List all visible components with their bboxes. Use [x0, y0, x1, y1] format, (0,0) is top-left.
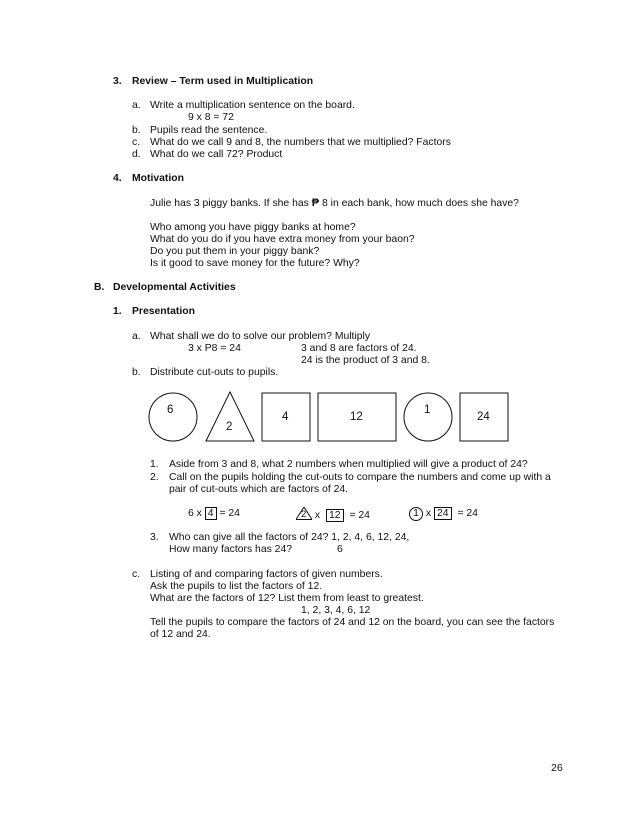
factor-note: 3 and 8 are factors of 24.	[301, 343, 417, 354]
cutout-circle-1-number: 6	[167, 404, 174, 416]
list-letter: a.	[132, 331, 141, 342]
section-3-title: Review – Term used in Multiplication	[132, 76, 314, 87]
section-4-title: Motivation	[132, 173, 184, 184]
list-number: 3.	[150, 532, 159, 543]
list-item-continued: How many factors has 24?	[169, 544, 293, 555]
factor-count: 6	[337, 544, 343, 555]
cutout-circle-1	[149, 393, 197, 441]
factors-of-12: 1, 2, 3, 4, 6, 12	[301, 605, 371, 616]
list-number: 1.	[150, 459, 159, 470]
list-number: 2.	[150, 472, 159, 483]
list-item: Write a multiplication sentence on the board.	[150, 100, 355, 111]
list-item-continued: Tell the pupils to compare the factors of 24 and 12 on the board, you can see the factors	[150, 617, 555, 628]
list-item-continued: Ask the pupils to list the factors of 12.	[150, 581, 323, 592]
motivation-question: Is it good to save money for the future? Why?	[150, 258, 360, 269]
motivation-text-after: 8 in each bank, how much does she have?	[321, 198, 519, 209]
section-b-title: Developmental Activities	[113, 282, 236, 293]
factor-pair-3: 1 x 24 = 24	[409, 507, 478, 521]
peso-icon: ₱	[311, 197, 320, 209]
list-letter: c.	[132, 137, 141, 148]
section-1-title: Presentation	[132, 306, 195, 317]
list-item-continued: What are the factors of 12? List them from least to greatest.	[150, 593, 424, 604]
motivation-question: Do you put them in your piggy bank?	[150, 246, 320, 257]
list-letter: b.	[132, 367, 141, 378]
cutout-square-number: 4	[282, 411, 289, 423]
list-letter: a.	[132, 100, 141, 111]
list-item-continued: of 12 and 24.	[150, 629, 211, 640]
cutout-circle-2-number: 1	[424, 404, 431, 416]
motivation-text-before: Julie has 3 piggy banks. If she has	[150, 198, 309, 209]
cutout-circle-2	[404, 393, 452, 441]
equation: 3 x P8 = 24	[188, 343, 241, 354]
factor-pair-1: 6 x 4 = 24	[188, 508, 240, 519]
product-note: 24 is the product of 3 and 8.	[301, 355, 430, 366]
list-letter: d.	[132, 149, 141, 160]
factor-circle: 1	[409, 507, 423, 521]
factor-triangle: 2	[296, 507, 312, 520]
factor-pair-2: 2 x 12 = 24	[296, 507, 370, 522]
cutout-triangle-number: 2	[226, 421, 233, 433]
cutout-square-2-number: 24	[477, 411, 490, 423]
section-3-number: 3.	[113, 76, 122, 87]
motivation-question: Who among you have piggy banks at home?	[150, 222, 356, 233]
list-item: Call on the pupils holding the cut-outs to compare the numbers and come up with a	[169, 472, 551, 483]
list-letter: b.	[132, 125, 141, 136]
page-number: 26	[551, 762, 563, 774]
list-item-continued: pair of cut-outs which are factors of 24.	[169, 484, 349, 495]
list-item: Distribute cut-outs to pupils.	[150, 367, 279, 378]
factor-box: 4	[205, 507, 217, 520]
list-item: What do we call 9 and 8, the numbers that we multiplied? Factors	[150, 137, 451, 148]
list-item: What do we call 72? Product	[150, 149, 283, 160]
list-item: Pupils read the sentence.	[150, 125, 268, 136]
list-item: Listing of and comparing factors of given numbers.	[150, 569, 383, 580]
section-4-number: 4.	[113, 173, 122, 184]
factor-box: 24	[434, 507, 452, 520]
factor-box: 12	[326, 509, 344, 522]
section-1-number: 1.	[113, 306, 122, 317]
section-b-letter: B.	[94, 282, 105, 293]
list-letter: c.	[132, 569, 141, 580]
motivation-question: What do you do if you have extra money from your baon?	[150, 234, 415, 245]
list-item: What shall we do to solve our problem? Multiply	[150, 331, 371, 342]
cutout-rectangle-number: 12	[350, 411, 363, 423]
list-item: Aside from 3 and 8, what 2 numbers when multiplied will give a product of 24?	[169, 459, 528, 470]
list-item: Who can give all the factors of 24? 1, 2, 4, 6, 12, 24,	[169, 532, 410, 543]
equation: 9 x 8 = 72	[188, 112, 234, 123]
